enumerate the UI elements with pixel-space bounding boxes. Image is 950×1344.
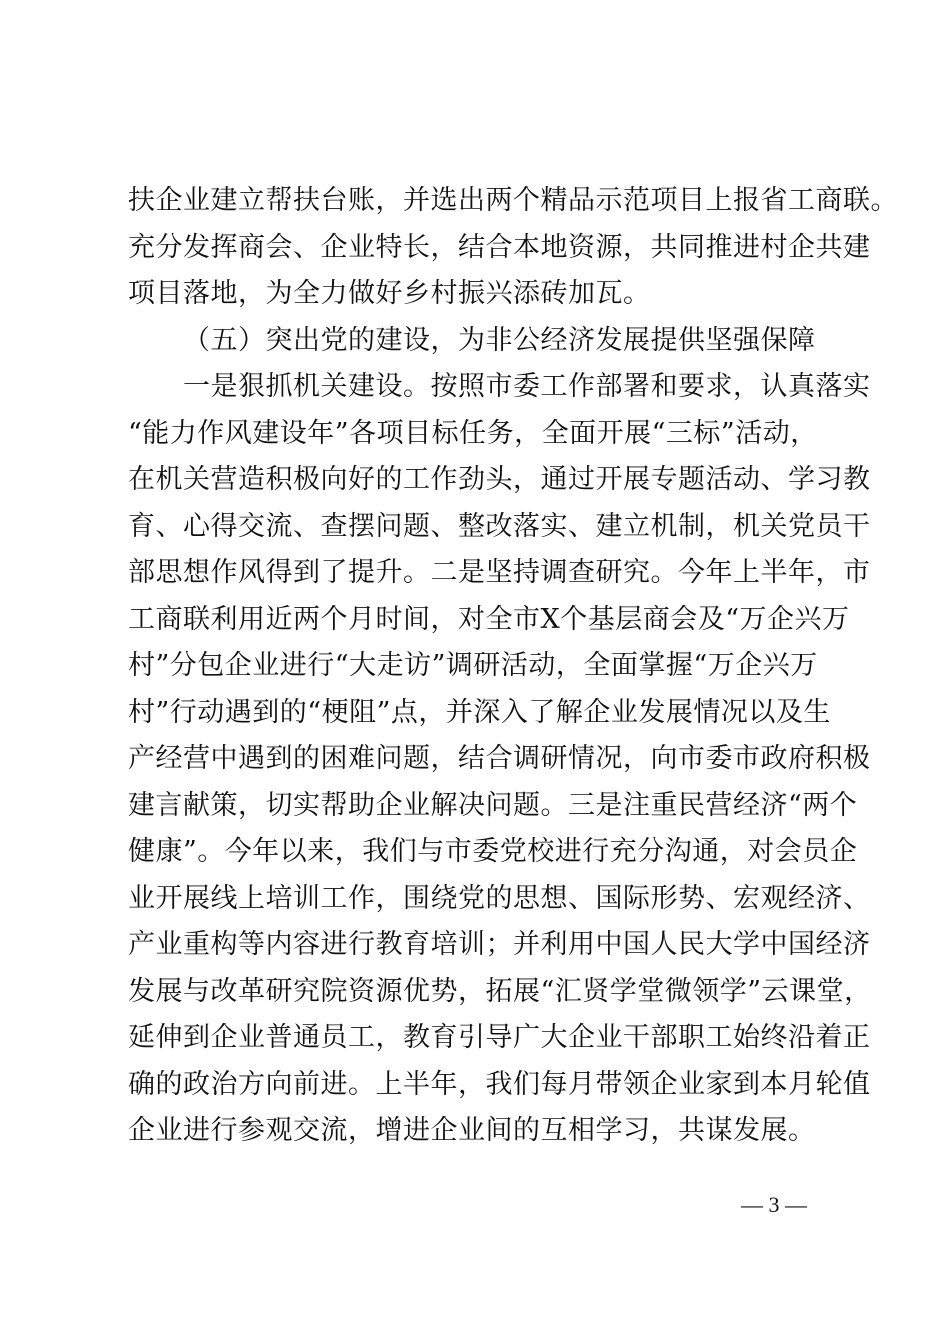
text-line: 工商联利用近两个月时间，对全市X个基层商会及“万企兴万 (128, 603, 850, 635)
section-heading: （五）突出党的建设，为非公经济发展提供坚强保障 (183, 324, 816, 356)
body-text (128, 178, 898, 1155)
text-line: 在机关营造积极向好的工作劲头，通过开展专题活动、学习教 (128, 464, 871, 495)
text-line: 确的政治方向前进。上半年，我们每月带领企业家到本月轮值 (128, 1068, 871, 1100)
text-line: 部思想作风得到了提升。二是坚持调查研究。今年上半年，市 (128, 557, 871, 588)
text-line: 企业进行参观交流，增进企业间的互相学习，共谋发展。 (128, 1115, 816, 1146)
text-line: 延伸到企业普通员工，教育引导广大企业干部职工始终沿着正 (128, 1022, 871, 1053)
text-line: 产经营中遇到的困难问题，结合调研情况，向市委市政府积极 (128, 743, 871, 774)
text-line: “能力作风建设年”各项目标任务，全面开展“三标”活动， (128, 417, 818, 449)
text-line: 扶企业建立帮扶台账，并选出两个精品示范项目上报省工商联。 (128, 185, 898, 216)
text-line: 村”行动遇到的“梗阻”点，并深入了解企业发展情况以及生 (128, 696, 831, 728)
text-line: 产业重构等内容进行教育培训；并利用中国人民大学中国经济 (128, 929, 871, 960)
text-line: 充分发挥商会、企业特长，结合本地资源，共同推进村企共建 (128, 231, 871, 263)
page-number: — 3 — (741, 1192, 807, 1217)
text-line: 业开展线上培训工作，围绕党的思想、国际形势、宏观经济、 (128, 882, 871, 914)
text-line: 育、心得交流、查摆问题、整改落实、建立机制，机关党员干 (128, 510, 871, 542)
text-line: 村”分包企业进行“大走访”调研活动，全面掌握“万企兴万 (128, 650, 818, 681)
text-line: 项目落地，为全力做好乡村振兴添砖加瓦。 (128, 278, 651, 309)
text-line: 一是狠抓机关建设。按照市委工作部署和要求，认真落实 (183, 371, 871, 402)
text-line: 健康”。今年以来，我们与市委党校进行充分沟通，对会员企 (128, 836, 858, 867)
text-line: 发展与改革研究院资源优势，拓展“汇贤学堂微领学”云课堂， (128, 975, 872, 1007)
text-line: 建言献策，切实帮助企业解决问题。三是注重民营经济“两个 (128, 789, 858, 821)
